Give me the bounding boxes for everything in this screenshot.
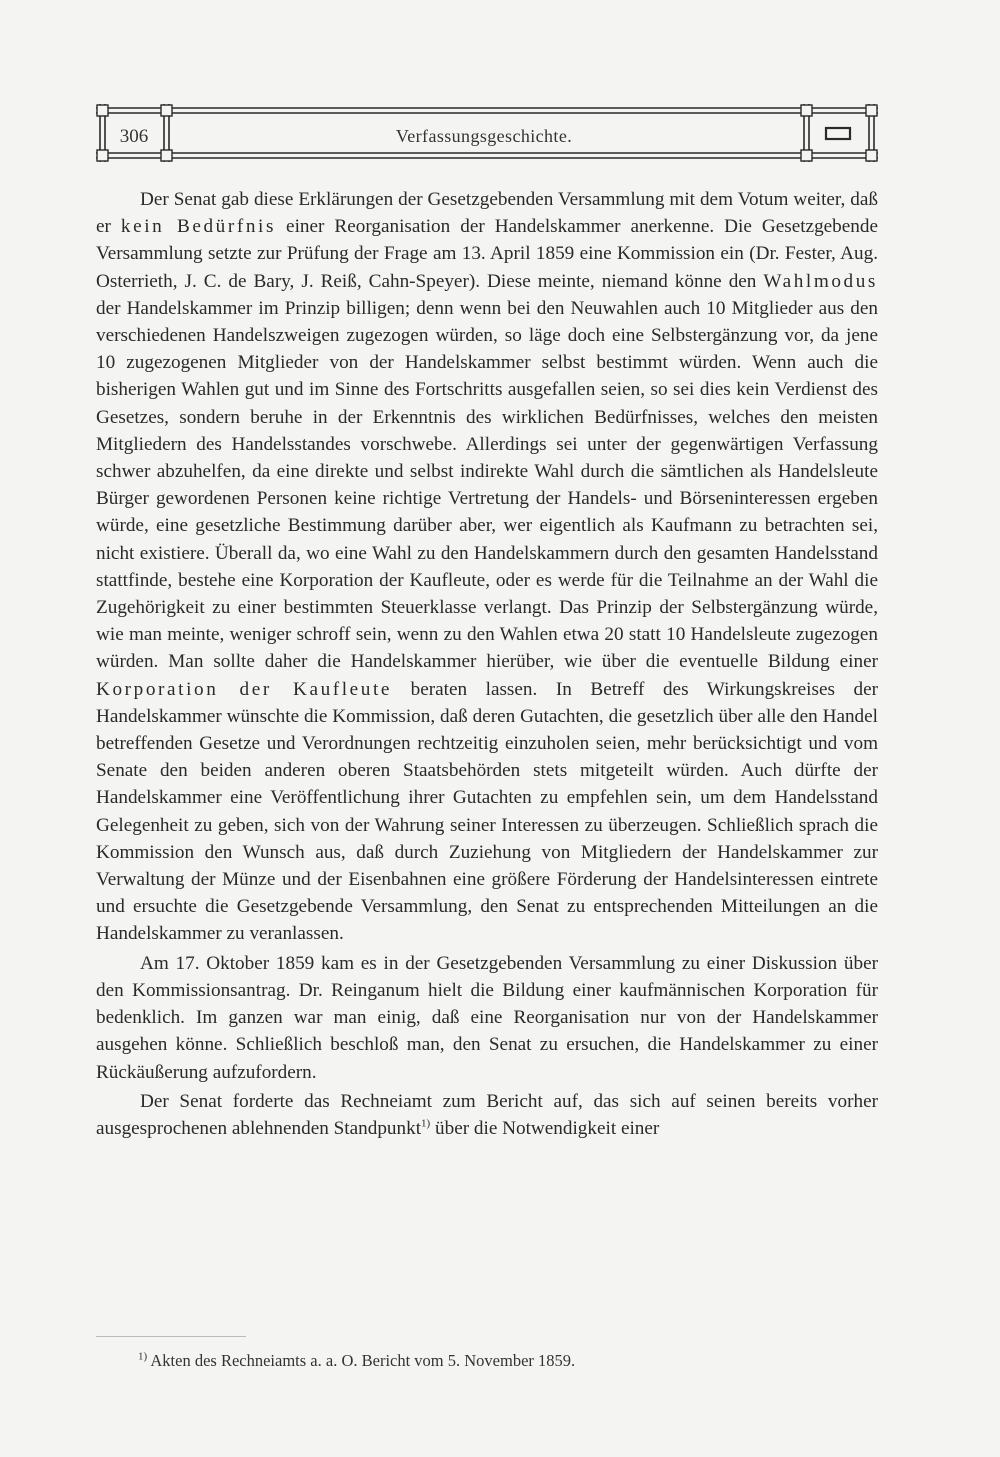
- page-number: 306: [119, 126, 149, 147]
- text-run: Der Senat forderte das Rechneiamt zum Bericht auf, das sich auf seinen bereits vorher ausgesprochenen ablehnenden Standpunkt: [96, 1090, 878, 1139]
- footnote-marker: 1): [138, 1350, 148, 1363]
- paragraph-2: Am 17. Oktober 1859 kam es in der Gesetzgebenden Versammlung zu einer Diskussion über den Kommissionsantrag. Dr. Reinganum hielt die Bildung einer kaufmännischen Korporation für bedenklich. Im ganzen war man einig, daß eine Reorganisation nur von der Handelskammer ausgehen könne. Schließlich beschloß man, den Senat zu ersuchen, die Handelskammer zu einer Rückäußerung aufzufordern.: [96, 952, 878, 1083]
- spaced-emphasis: Wahlmodus: [763, 270, 878, 292]
- spaced-emphasis: kein Bedürfnis: [120, 216, 277, 238]
- footnote-divider: [96, 1336, 246, 1337]
- footnote-text: Akten des Rechneiamts a. a. O. Bericht vom 5. November 1859.: [147, 1351, 576, 1370]
- paragraph-1: [96, 186, 878, 948]
- page-header: [96, 104, 878, 162]
- spaced-emphasis: Korporation der Kaufleute: [96, 678, 393, 700]
- body-text: [96, 186, 878, 1142]
- footnote: [138, 1350, 838, 1372]
- text-run: einer Reorganisation der Handelskammer anerkenne. Die Gesetzgebende Versammlung setzte zur Prüfung der Frage am 13. April 1859 eine Kommission ein (Dr. Fester, Aug. Osterrieth, J. C. de Bary, J. Reiß, Cahn-Speyer). Diese meinte, niemand könne den: [96, 216, 878, 292]
- footnote-reference: 1): [421, 1117, 431, 1130]
- text-run: beraten lassen. In Betreff des Wirkungskreises der Handelskammer wünschte die Kommission, daß deren Gutachten, die gesetzlich über alle den Handel betreffenden Gesetze und Verordnungen rechtzeitig einzuholen seien, mehr berücksichtigt und vom Senate den beiden anderen oberen Staatsbehörden stets mitgeteilt würden. Auch dürfte der Handelskammer eine Veröffentlichung ihrer Gutachten zu empfehlen sein, um dem Handelsstand Gelegenheit zu geben, sich von der Wahrung seiner Interessen zu überzeugen. Schließlich sprach die Kommission den Wunsch aus, daß durch Zuziehung von Mitgliedern der Handelskammer zur Verwaltung der Münze und der Eisenbahnen eine größere Förderung der Handelsinteressen eintrete und ersuchte die Gesetzgebende Versammlung, den Senat zu entsprechenden Mitteilungen an die Handelskammer zu veranlassen.: [96, 678, 878, 945]
- text-run: Der Senat gab diese Erklärungen der Gesetzgebenden Versammlung mit dem Votum weiter, daß er: [96, 189, 878, 238]
- paragraph-3: [96, 1088, 878, 1142]
- running-title: Verfassungsgeschichte.: [395, 126, 573, 146]
- ornament-rectangle-icon: [826, 128, 850, 139]
- text-run: über die Notwendigkeit einer: [430, 1117, 660, 1139]
- text-run: der Handelskammer im Prinzip billigen; denn wenn bei den Neuwahlen auch 10 Mitglieder aus den verschiedenen Handelszweigen zugezogen würden, so läge doch eine Selbstergänzung vor, da jene 10 zugezogenen Mitglieder von der Handelskammer selbst bestimmt würden. Wenn auch die bisherigen Wahlen gut und im Sinne des Fortschritts ausgefallen seien, so sei dies kein Verdienst des Gesetzes, sondern beruhe in der Erkenntnis des wirklichen Bedürfnisses, welches den meisten Mitgliedern des Handelsstandes vorschwebe. Allerdings sei unter der gegenwärtigen Verfassung schwer abzuhelfen, da eine direkte und selbst indirekte Wahl durch die sämtlichen als Handelsleute Bürger gewordenen Personen keine richtige Vertretung der Handels- und Börseninteressen ergeben würde, eine gesetzliche Bestimmung darüber aber, wer eigentlich als Kaufmann zu betrachten sei, nicht existiere. Überall da, wo eine Wahl zu den Handelskammern durch den gesamten Handelsstand stattfinde, bestehe eine Korporation der Kaufleute, oder es werde für die Teilnahme an der Wahl die Zugehörigkeit zu einer bestimmten Steuerklasse verlangt. Das Prinzip der Selbstergänzung würde, wie man meinte, weniger schroff sein, wenn zu den Wahlen etwa 20 statt 10 Handelsleute zugezogen würden. Man sollte daher die Handelskammer hierüber, wie über die eventuelle Bildung einer: [96, 297, 878, 673]
